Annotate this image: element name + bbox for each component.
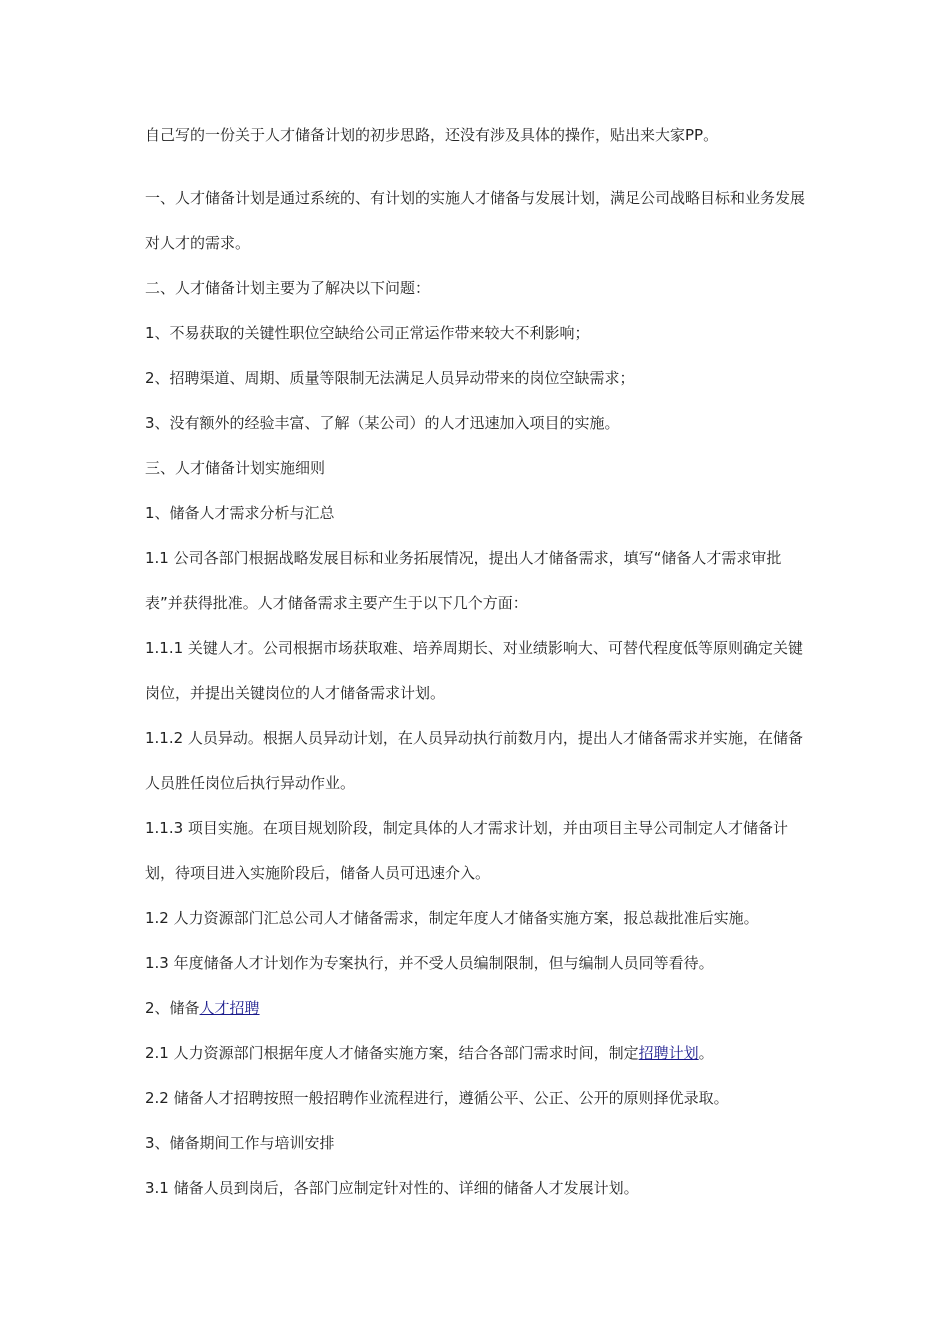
paragraph-1-1-3: 1.1.3 项目实施。在项目规划阶段，制定具体的人才需求计划，并由项目主导公司制定人才储备计划，待项目进入实施阶段后，储备人员可迅速介入。 (145, 819, 788, 882)
talent-recruitment-link[interactable]: 人才招聘 (199, 999, 260, 1017)
subsection-3-heading: 3、储备期间工作与培训安排 (145, 1134, 335, 1152)
paragraph-1-2: 1.2 人力资源部门汇总公司人才储备需求，制定年度人才储备实施方案，报总裁批准后实施。 (145, 909, 759, 927)
section-2-heading: 二、人才储备计划主要为了解决以下问题： (145, 279, 431, 297)
intro-paragraph: 自己写的一份关于人才储备计划的初步思路，还没有涉及具体的操作，贴出来大家PP。 (145, 126, 719, 144)
section-2-item-1: 1、不易获取的关键性职位空缺给公司正常运作带来较大不利影响； (145, 324, 590, 342)
paragraph-2-1 (145, 1031, 810, 1076)
paragraph-1-1-1: 1.1.1 关键人才。公司根据市场获取难、培养周期长、对业绩影响大、可替代程度低等原则确定关键岗位，并提出关键岗位的人才储备需求计划。 (145, 639, 803, 702)
paragraph-3-1: 3.1 储备人员到岗后，各部门应制定针对性的、详细的储备人才发展计划。 (145, 1179, 639, 1197)
paragraph-2-1-suffix: 。 (698, 1044, 714, 1062)
subsection-2-prefix: 2、储备 (145, 999, 200, 1017)
recruitment-plan-link[interactable]: 招聘计划 (638, 1044, 699, 1062)
subsection-2-heading (145, 986, 810, 1031)
subsection-1-heading: 1、储备人才需求分析与汇总 (145, 504, 335, 522)
paragraph-1-3: 1.3 年度储备人才计划作为专案执行，并不受人员编制限制，但与编制人员同等看待。 (145, 954, 714, 972)
paragraph-2-1-text: 2.1 人力资源部门根据年度人才储备实施方案，结合各部门需求时间，制定 (145, 1044, 639, 1062)
section-1-paragraph: 一、人才储备计划是通过系统的、有计划的实施人才储备与发展计划，满足公司战略目标和业务发展对人才的需求。 (145, 189, 806, 252)
paragraph-1-1: 1.1 公司各部门根据战略发展目标和业务拓展情况，提出人才储备需求，填写“储备人才需求审批表”并获得批准。人才储备需求主要产生于以下几个方面： (145, 549, 782, 612)
paragraph-2-2: 2.2 储备人才招聘按照一般招聘作业流程进行，遵循公平、公正、公开的原则择优录取。 (145, 1089, 729, 1107)
paragraph-1-1-2: 1.1.2 人员异动。根据人员异动计划，在人员异动执行前数月内，提出人才储备需求并实施，在储备人员胜任岗位后执行异动作业。 (145, 729, 803, 792)
section-2-item-3: 3、没有额外的经验丰富、了解（某公司）的人才迅速加入项目的实施。 (145, 414, 620, 432)
section-2-item-2: 2、招聘渠道、周期、质量等限制无法满足人员异动带来的岗位空缺需求； (145, 369, 635, 387)
section-3-heading: 三、人才储备计划实施细则 (145, 459, 326, 477)
